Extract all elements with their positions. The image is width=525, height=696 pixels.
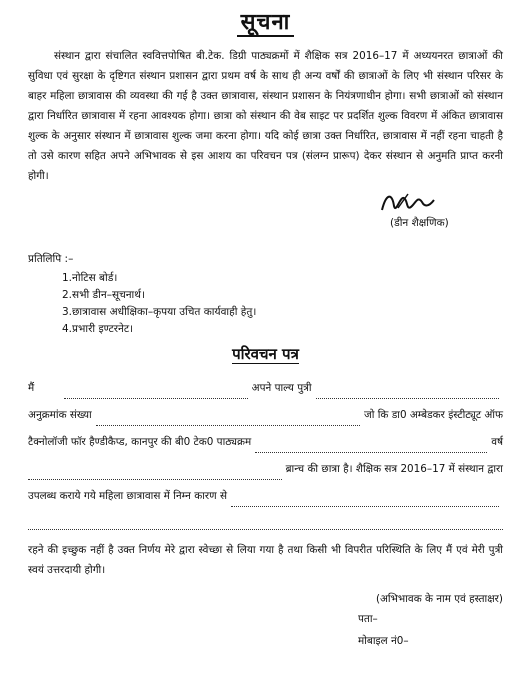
copy-item: 1.नोटिस बोर्ड। xyxy=(62,272,118,284)
notice-paragraph: संस्थान द्वारा संचालित स्ववित्तपोषित बी.टेक. डिग्री पाठ्यक्रमों में शैक्षिक सत्र 2016–17 में अध्ययनरत छात्राओं की सुविधा एवं सुरक्षा के दृष्टिगत संस्थान प्रशासन द्वारा प्रथम वर्ष के साथ ही अन्य वर्षों की छात्राओं के लिए भी संस्थान परिसर के बाहर महिला छात्रावास की व्यवस्था की गई है उक्त छात्रावास, संस्थान प्रशासन के नियंत्रणाधीन होगा। सभी छात्राओं को संस्थान द्वारा निर्धारित छात्रावास में रहना आवश्यक होगा। छात्रा को संस्थान की वेब साइट पर प्रदर्शित शुल्क विवरण में अंकित छात्रावास शुल्क के अनुसार संस्थान में छात्रावास शुल्क जमा करना होगा। यदि कोई छात्रा उक्त निर्धारित, छात्रावास में नहीं रहना चाहती है तो उसे कारण सहित अपने अभिभावक से इस आशय का परिवचन पत्र (संलग्न प्रारूप) देकर संस्थान से अनुमति प्राप्त करनी होगी। xyxy=(28,50,503,182)
undertaking-title-text: परिवचन पत्र xyxy=(232,345,299,363)
branch-blank-field[interactable] xyxy=(28,465,282,480)
reason-continued-blank-field[interactable] xyxy=(28,511,503,530)
notice-page xyxy=(0,6,525,696)
mobile-label: मोबाइल नं0– xyxy=(358,635,409,647)
roll-number-blank-field[interactable] xyxy=(96,411,360,426)
form-label-main: मैं xyxy=(28,382,35,394)
ward-name-blank-field[interactable] xyxy=(316,384,499,399)
copy-item: 4.प्रभारी इण्टरनेट। xyxy=(62,323,134,335)
name-blank-field[interactable] xyxy=(64,384,247,399)
notice-title xyxy=(28,6,503,36)
form-line-5 xyxy=(28,480,503,507)
course-blank-field[interactable] xyxy=(255,438,487,453)
form-label-branch: ब्रान्च की छात्रा है। शैक्षिक सत्र 2016–17 में संस्थान द्वारा xyxy=(285,463,503,475)
signature-block xyxy=(28,186,503,250)
copy-item: 3.छात्रावास अधीक्षिका–कृपया उचित कार्यवाही हेतु। xyxy=(62,306,257,318)
form-label-reason: उपलब्ध कराये गये महिला छात्रावास में निम्न कारण से xyxy=(28,490,227,502)
form-label-roll: अनुक्रमांक संख्या xyxy=(28,409,92,421)
closing-paragraph: रहने की इच्छुक नहीं है उक्त निर्णय मेरे द्वारा स्वेच्छा से लिया गया है तथा किसी भी विपरीत परिस्थिति के लिए मैं एवं मेरी पुत्री स्वयं उत्तरदायी होगी। xyxy=(28,544,503,576)
form-label-course: टैक्नोलॉजी फॉर हैण्डीकैप्ड, कानपुर की बी0 टेक0 पाठ्यक्रम xyxy=(28,436,252,448)
signatory-label: (डीन शैक्षणिक) xyxy=(390,217,449,229)
signature-scribble-icon xyxy=(378,188,438,218)
undertaking-title xyxy=(28,344,503,364)
reason-blank-field[interactable] xyxy=(231,492,499,507)
form-label-ward: अपने पाल्य पुत्री xyxy=(251,382,312,394)
form-line-2 xyxy=(28,399,503,426)
copy-heading: प्रतिलिपि :– xyxy=(28,253,74,265)
form-label-institute: जो कि डा0 अम्बेडकर इंस्टीट्यूट ऑफ xyxy=(364,409,503,421)
copy-list xyxy=(28,270,503,338)
form-label-year: वर्ष xyxy=(491,436,503,448)
form-line-4 xyxy=(28,453,503,480)
form-line-1 xyxy=(28,372,503,399)
guardian-block xyxy=(28,590,503,652)
copy-item: 2.सभी डीन–सूचनार्थ। xyxy=(62,289,145,301)
address-label: पता– xyxy=(358,613,378,625)
guardian-sign-label: (अभिभावक के नाम एवं हस्ताक्षर) xyxy=(375,593,503,605)
form-line-3 xyxy=(28,426,503,453)
notice-title-text: सूचना xyxy=(237,10,295,37)
